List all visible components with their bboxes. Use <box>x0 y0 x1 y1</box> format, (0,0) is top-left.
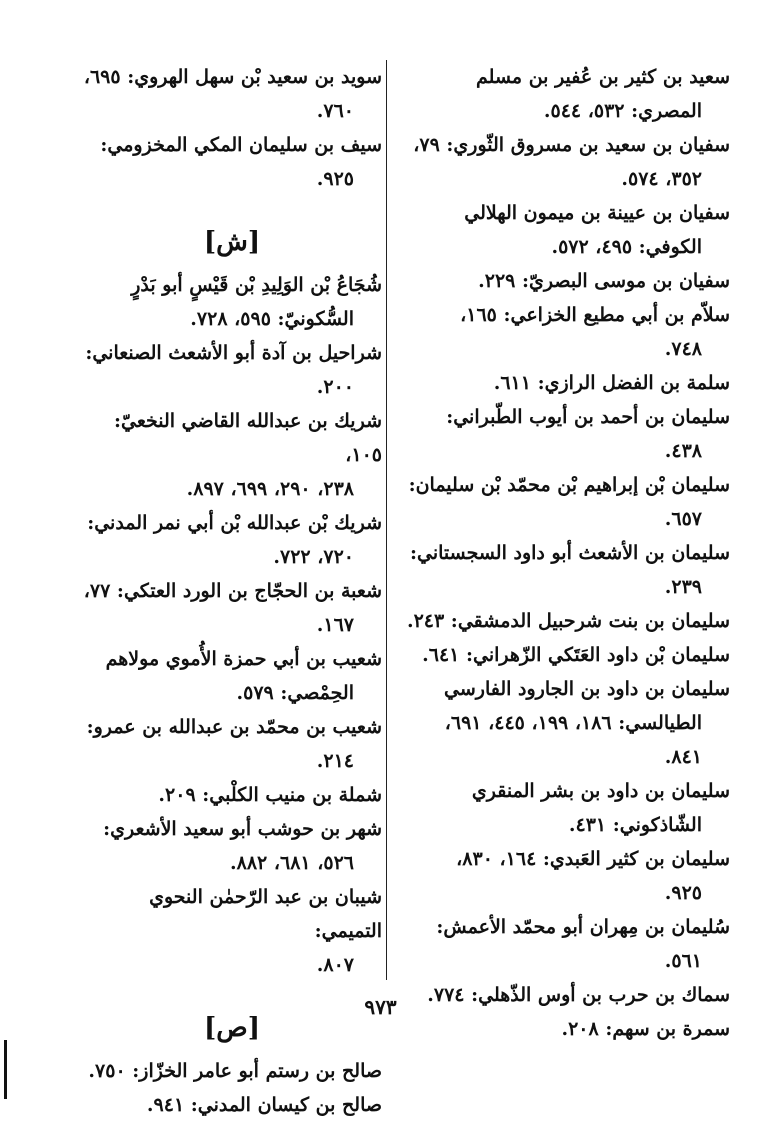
entry-page-refs: الحِمْصي: ٥٧٩. <box>236 682 354 704</box>
index-entry <box>392 672 730 774</box>
entry-name: شملة بن منيب الكلْبي: ٢٠٩. <box>158 784 382 806</box>
entry-page-refs: ٨٠٧. <box>316 954 354 976</box>
entry-name: سليمان بن الأشعث أبو داود السجستاني: <box>409 542 730 564</box>
left-column-top-entries <box>82 60 382 196</box>
entry-page-refs: ٦٥٧. <box>664 508 702 530</box>
entry-name: سمرة بن سهم: ٢٠٨. <box>561 1018 730 1040</box>
entry-name: سفيان بن عيينة بن ميمون الهلالي <box>464 202 730 224</box>
entry-page-refs: ٢٠٠. <box>316 376 354 398</box>
index-entry <box>82 268 382 336</box>
entry-page-refs: الكوفي: ٤٩٥، ٥٧٢. <box>551 236 702 258</box>
entry-page-refs: ٩٢٥. <box>316 168 354 190</box>
index-entry <box>392 910 730 978</box>
left-column <box>82 60 382 1122</box>
entry-name: شعيب بن أبي حمزة الأُموي مولاهم <box>105 648 382 670</box>
entry-name: سويد بن سعيد بْن سهل الهروي: ٦٩٥، <box>83 66 382 88</box>
entry-name: سعيد بن كثير بن عُفير بن مسلم <box>476 66 730 88</box>
index-entry <box>392 400 730 468</box>
index-entry <box>392 638 730 672</box>
entry-name: سليمان بْن داود العَتَكي الزّهراني: ٦٤١. <box>422 644 730 666</box>
entry-page-refs: ١٦٧. <box>316 614 354 636</box>
margin-mark <box>4 1040 7 1099</box>
index-entry <box>82 404 382 506</box>
entry-page-refs: الشّاذكوني: ٤٣١. <box>568 814 702 836</box>
column-divider <box>386 60 387 980</box>
index-entry <box>392 298 730 366</box>
section-heading-sad: [ص] <box>203 1013 261 1043</box>
entry-page-refs: ٢٣٩. <box>664 576 702 598</box>
index-entry <box>392 774 730 842</box>
index-entry <box>392 842 730 910</box>
entry-page-refs: الطيالسي: ١٨٦، ١٩٩، ٤٤٥، ٦٩١، <box>444 712 702 734</box>
index-entry <box>392 604 730 638</box>
entry-name: سليمان بن بنت شرحبيل الدمشقي: ٢٤٣. <box>406 610 730 632</box>
index-entry <box>392 196 730 264</box>
entry-name: شراحيل بن آدة أبو الأشعث الصنعاني: <box>85 342 382 364</box>
index-entry <box>392 60 730 128</box>
entry-name: سليمان بْن إبراهيم بْن محمّد بْن سليمان: <box>408 474 730 496</box>
entry-name: سلاّم بن أبي مطيع الخزاعي: ١٦٥، <box>460 304 730 326</box>
entry-page-refs: ٣٥٢، ٥٧٤. <box>621 168 702 190</box>
entry-page-refs: السُّكونيّ: ٥٩٥، ٧٢٨. <box>190 308 354 330</box>
entry-name: سماك بن حرب بن أوس الذّهلي: ٧٧٤. <box>427 984 730 1006</box>
entry-page-refs: ٥٦١. <box>664 950 702 972</box>
index-entry <box>82 710 382 778</box>
entry-page-refs: ٨٤١. <box>664 746 702 768</box>
index-entry <box>82 1088 382 1122</box>
page-number: ٩٧٣ <box>364 995 397 1019</box>
entry-page-refs: المصري: ٥٣٢، ٥٤٤. <box>543 100 702 122</box>
entry-name: سفيان بن سعيد بن مسروق الثّوري: ٧٩، <box>413 134 730 156</box>
index-entry <box>82 336 382 404</box>
entry-name: سُليمان بن مِهران أبو محمّد الأعمش: <box>436 916 730 938</box>
entry-name: سليمان بن أحمد بن أيوب الطّبراني: <box>446 406 730 428</box>
index-entry <box>82 574 382 642</box>
entry-name: سيف بن سليمان المكي المخزومي: <box>100 134 382 156</box>
entry-page-refs: ٢١٤. <box>316 750 354 772</box>
entry-name: سفيان بن موسى البصريّ: ٢٢٩. <box>478 270 730 292</box>
entry-name: صالح بن كيسان المدني: ٩٤١. <box>146 1094 382 1116</box>
entry-page-refs: ٢٣٨، ٢٩٠، ٦٩٩، ٨٩٧. <box>186 478 354 500</box>
index-entry <box>392 536 730 604</box>
entry-name: شهر بن حوشب أبو سعيد الأشعري: <box>103 818 382 840</box>
entry-page-refs: ٩٢٥. <box>664 882 702 904</box>
section-heading-shin: [ش] <box>203 227 261 257</box>
entry-name: سلمة بن الفضل الرازي: ٦١١. <box>493 372 730 394</box>
entry-page-refs: ٤٣٨. <box>664 440 702 462</box>
index-entry <box>392 366 730 400</box>
entry-name: شعيب بن محمّد بن عبدالله بن عمرو: <box>86 716 382 738</box>
index-entry <box>392 128 730 196</box>
index-entry <box>82 1054 382 1088</box>
entry-page-refs: ٥٢٦، ٦٨١، ٨٨٢. <box>230 852 354 874</box>
index-entry <box>82 128 382 196</box>
index-entry <box>392 468 730 536</box>
entry-name: شعبة بن الحجّاج بن الورد العتكي: ٧٧، <box>83 580 382 602</box>
entry-name: صالح بن رستم أبو عامر الخزّاز: ٧٥٠. <box>88 1060 382 1082</box>
entry-name: شُجَاعُ بْن الوَلِيدِ بْن قَيْسٍ أبو بَدْرٍ <box>131 274 382 296</box>
entry-page-refs: ٧٦٠. <box>316 100 354 122</box>
index-entry <box>82 642 382 710</box>
entry-name: سليمان بن كثير العَبدي: ١٦٤، ٨٣٠، <box>456 848 730 870</box>
index-entry <box>392 264 730 298</box>
entry-name: سليمان بن داود بن الجارود الفارسي <box>444 678 730 700</box>
entry-name: سليمان بن داود بن بشر المنقري <box>471 780 730 802</box>
entry-page-refs: ٧٤٨. <box>664 338 702 360</box>
right-column <box>392 60 730 1046</box>
left-column-sad-entries <box>82 1054 382 1122</box>
entry-page-refs: ٧٢٠، ٧٢٢. <box>273 546 354 568</box>
entry-name: شريك بْن عبدالله بْن أبي نمر المدني: <box>87 512 382 534</box>
index-entry <box>82 506 382 574</box>
index-entry <box>82 880 382 982</box>
index-entry <box>82 60 382 128</box>
index-entry <box>82 778 382 812</box>
left-column-shin-entries <box>82 268 382 982</box>
entry-name: شريك بن عبدالله القاضي النخعيّ: ١٠٥، <box>113 410 382 466</box>
entry-name: شيبان بن عبد الرّحمٰن النحوي التميمي: <box>149 886 382 942</box>
index-entry <box>82 812 382 880</box>
